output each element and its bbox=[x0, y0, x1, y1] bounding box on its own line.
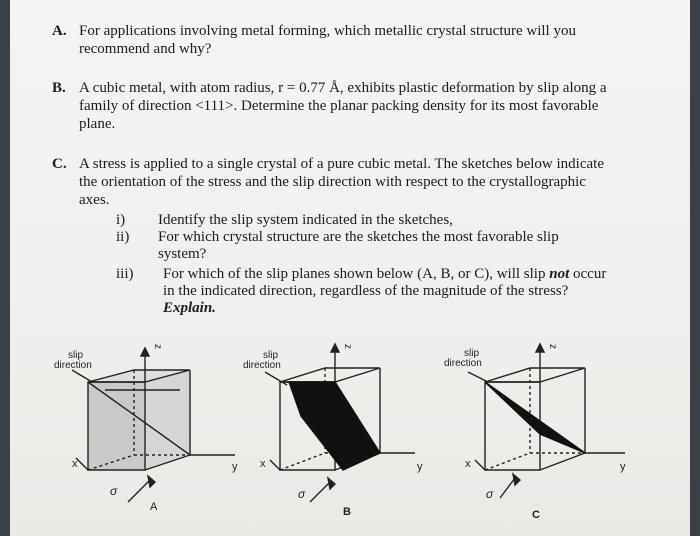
sketch-c-x-label: x bbox=[465, 458, 471, 470]
sketch-b-slip-line1: slip bbox=[263, 350, 279, 361]
sketch-a-label: A bbox=[150, 501, 158, 513]
question-b-label: B. bbox=[52, 80, 66, 96]
question-c-line3: axes. bbox=[79, 192, 110, 208]
sketch-b-y-label: y bbox=[417, 461, 423, 473]
sketch-c-slip-line1: slip bbox=[464, 348, 480, 359]
sketch-c-y-label: y bbox=[620, 461, 626, 473]
sketch-a-slip-line1: slip bbox=[68, 350, 84, 361]
question-b-line3: plane. bbox=[79, 116, 116, 132]
sub-item-i-text: Identify the slip system indicated in the sketches, bbox=[158, 212, 453, 228]
question-a-label: A. bbox=[52, 23, 67, 39]
sketch-b-x-label: x bbox=[260, 458, 266, 470]
sketch-a-z-label: z bbox=[152, 344, 163, 349]
sketch-b-z-label: z bbox=[342, 344, 353, 349]
sketch-a-sigma: σ bbox=[110, 484, 118, 498]
sub-item-iii-number: iii) bbox=[116, 266, 134, 282]
sketch-b bbox=[235, 330, 455, 520]
question-c-line1: A stress is applied to a single crystal of a pure cubic metal. The sketches below indicate bbox=[79, 156, 604, 172]
sketch-a bbox=[10, 330, 250, 520]
sketch-b-slip-line2: direction bbox=[243, 360, 281, 371]
sub-item-i-number: i) bbox=[116, 212, 126, 228]
sub-item-ii-number: ii) bbox=[116, 229, 130, 245]
sketch-c-z-label: z bbox=[547, 344, 558, 349]
sketch-a-y-label: y bbox=[232, 461, 238, 473]
question-a-line1: For applications involving metal forming, which metallic crystal structure will you bbox=[79, 23, 576, 39]
sketch-a-slip-line2: direction bbox=[54, 360, 92, 371]
emphasis-not: not bbox=[549, 266, 570, 282]
sketch-c-slip-line2: direction bbox=[444, 358, 482, 369]
sub-item-iii-line3: Explain. bbox=[163, 300, 216, 316]
question-b-line1: A cubic metal, with atom radius, r = 0.77 Å, exhibits plastic deformation by slip along a bbox=[79, 80, 607, 96]
sketch-a-x-label: x bbox=[72, 458, 78, 470]
worksheet-page bbox=[10, 0, 690, 536]
sub-item-ii-line1: For which crystal structure are the sketches the most favorable slip bbox=[158, 229, 559, 245]
sketch-c-label: C bbox=[532, 509, 540, 520]
question-c-line2: the orientation of the stress and the slip direction with respect to the crystallographic bbox=[79, 174, 586, 190]
sub-item-iii-line2: in the indicated direction, regardless of the magnitude of the stress? bbox=[163, 283, 569, 299]
sketch-b-sigma: σ bbox=[298, 487, 306, 501]
sub-item-ii-line2: system? bbox=[158, 246, 207, 262]
question-b-line2: family of direction <111>. Determine the planar packing density for its most favorable bbox=[79, 98, 599, 114]
sub-item-iii-line1: For which of the slip planes shown below (A, B, or C), will slip not occur bbox=[163, 266, 607, 282]
sketch-c bbox=[440, 330, 680, 520]
question-a-line2: recommend and why? bbox=[79, 41, 212, 57]
sketch-c-sigma: σ bbox=[486, 487, 494, 501]
question-c-label: C. bbox=[52, 156, 67, 172]
sketch-b-label: B bbox=[343, 506, 351, 518]
